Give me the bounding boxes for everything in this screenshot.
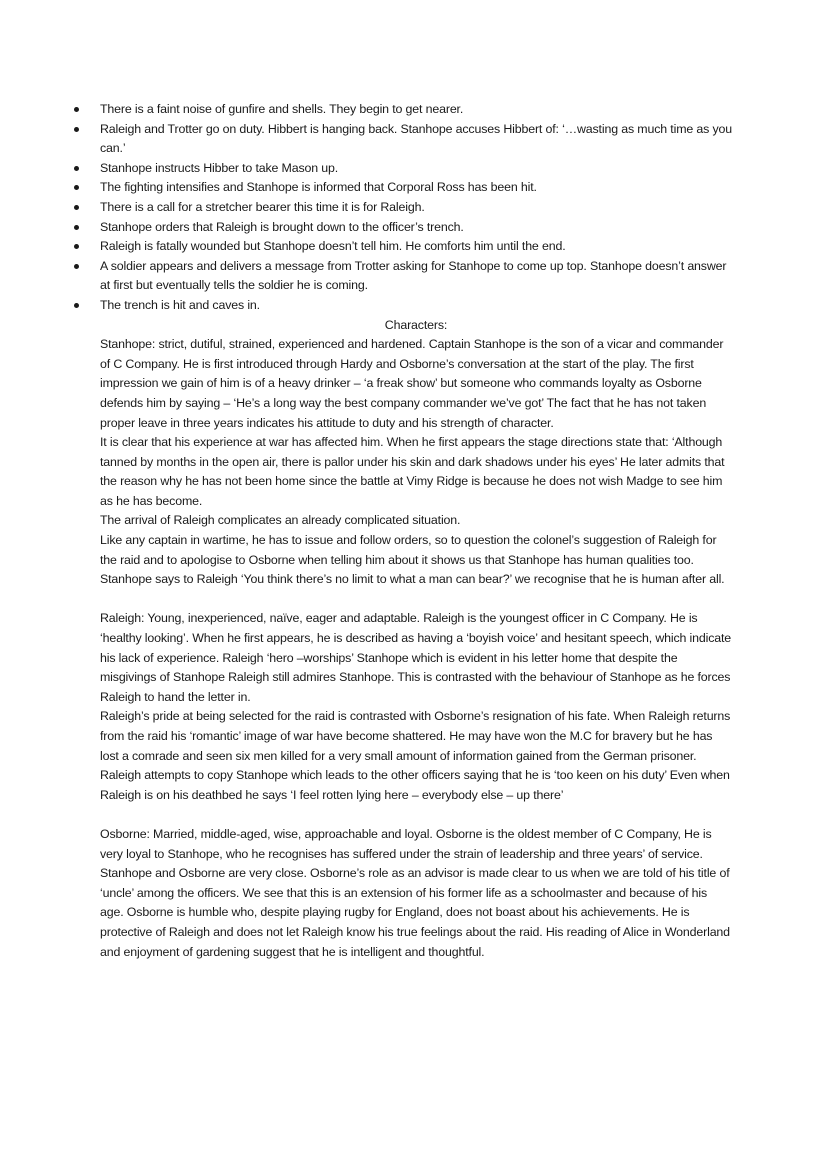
- raleigh-paragraph: Raleigh’s pride at being selected for the raid is contrasted with Osborne’s resignation of his fate. When Raleigh returns from the raid his ‘romantic’ image of war have become shattered. He may have won the M.C for bravery but he has lost a comrade and seen six men killed for a very small amount of information gained from the German prisoner. Raleigh attempts to copy Stanhope which leads to the other officers saying that he is ‘too keen on his duty’ Even when Raleigh is on his deathbed he says ‘I feel rotten lying here – everybody else – up there’: [100, 709, 731, 802]
- list-item: [100, 237, 732, 257]
- list-item: [100, 257, 732, 296]
- list-item-text: Stanhope orders that Raleigh is brought down to the officer’s trench.: [100, 219, 464, 234]
- stanhope-section: [100, 335, 732, 590]
- bullet-icon: [74, 303, 79, 308]
- stanhope-paragraph: Stanhope: strict, dutiful, strained, experienced and hardened. Captain Stanhope is the son of a vicar and commander of C Company. He is first introduced through Hardy and Osborne’s conversation at the start of the play. The first impression we gain of him is of a heavy drinker – ‘a freak show’ but someone who commands loyalty as Osborne defends him by saying – ‘He’s a long way the best company commander we’ve got’ The fact that he has not taken proper leave in three years indicates his attitude to duty and his strength of character.: [100, 337, 724, 430]
- bullet-icon: [74, 225, 79, 230]
- list-item-text: The fighting intensifies and Stanhope is informed that Corporal Ross has been hit.: [100, 180, 537, 195]
- list-item: [100, 159, 732, 179]
- list-item: [100, 296, 732, 316]
- raleigh-section: [100, 609, 732, 805]
- paragraph-spacer: [100, 590, 732, 610]
- bullet-icon: [74, 166, 79, 171]
- list-item: [100, 198, 732, 218]
- document-body: [100, 100, 732, 962]
- characters-heading: Characters:: [384, 317, 448, 332]
- bullet-icon: [74, 185, 79, 190]
- osborne-section: [100, 825, 732, 962]
- bullet-icon: [74, 127, 79, 132]
- osborne-paragraph: Osborne: Married, middle-aged, wise, approachable and loyal. Osborne is the oldest member of C Company, He is very loyal to Stanhope, who he recognises has suffered under the strain of leadership and three years’ of service. Stanhope and Osborne are very close. Osborne’s role as an advisor is made clear to us when we are told of his title of ‘uncle’ among the officers. We see that this is an extension of his former life as a schoolmaster and because of his age. Osborne is humble who, despite playing rugby for England, does not boast about his achievements. He is protective of Raleigh and does not let Raleigh know his true feelings about the raid. His reading of Alice in Wonderland and enjoyment of gardening suggest that he is intelligent and thoughtful.: [100, 826, 730, 959]
- list-item-text: The trench is hit and caves in.: [100, 297, 260, 312]
- list-item: [100, 100, 732, 120]
- list-item: [100, 218, 732, 238]
- stanhope-paragraph: It is clear that his experience at war has affected him. When he first appears the stage directions state that: ‘Although tanned by months in the open air, there is pallor under his skin and dark shadows under his eyes’ He later admits that the reason why he has not been home since the battle at Vimy Ridge is because he does not wish Madge to see him as he has become.: [100, 435, 725, 508]
- bullet-icon: [74, 205, 79, 210]
- list-item-text: There is a call for a stretcher bearer this time it is for Raleigh.: [100, 199, 425, 214]
- bullet-icon: [74, 244, 79, 249]
- list-item-text: Raleigh and Trotter go on duty. Hibbert is hanging back. Stanhope accuses Hibbert of: ‘…wasting as much time as you can.’: [100, 121, 733, 156]
- bullet-icon: [74, 264, 79, 269]
- list-item-text: There is a faint noise of gunfire and shells. They begin to get nearer.: [100, 102, 464, 116]
- plot-summary-list: [100, 100, 732, 316]
- paragraph-spacer: [100, 805, 732, 825]
- stanhope-paragraph: Like any captain in wartime, he has to issue and follow orders, so to question the colonel’s suggestion of Raleigh for the raid and to apologise to Osborne when telling him about it shows us that Stanhope has human qualities too. Stanhope says to Raleigh ‘You think there’s no limit to what a man can bear?’ we recognise that he is human after all.: [100, 533, 725, 587]
- list-item: [100, 120, 732, 159]
- bullet-icon: [74, 107, 79, 112]
- raleigh-paragraph: Raleigh: Young, inexperienced, naïve, eager and adaptable. Raleigh is the youngest officer in C Company. He is ‘healthy looking’. When he first appears, he is described as having a ‘boyish voice’ and hesitant speech, which indicate his lack of experience. Raleigh ‘hero –worships’ Stanhope which is evident in his letter home that despite the misgivings of Stanhope Raleigh still admires Stanhope. This is contrasted with the behaviour of Stanhope as he forces Raleigh to hand the letter in.: [100, 611, 732, 704]
- stanhope-paragraph: The arrival of Raleigh complicates an already complicated situation.: [100, 513, 461, 528]
- list-item-text: Stanhope instructs Hibber to take Mason up.: [100, 160, 339, 175]
- list-item-text: Raleigh is fatally wounded but Stanhope doesn’t tell him. He comforts him until the end.: [100, 239, 566, 254]
- list-item: [100, 178, 732, 198]
- list-item-text: A soldier appears and delivers a message from Trotter asking for Stanhope to come up top. Stanhope doesn’t answer at first but eventually tells the soldier he is coming.: [100, 258, 727, 293]
